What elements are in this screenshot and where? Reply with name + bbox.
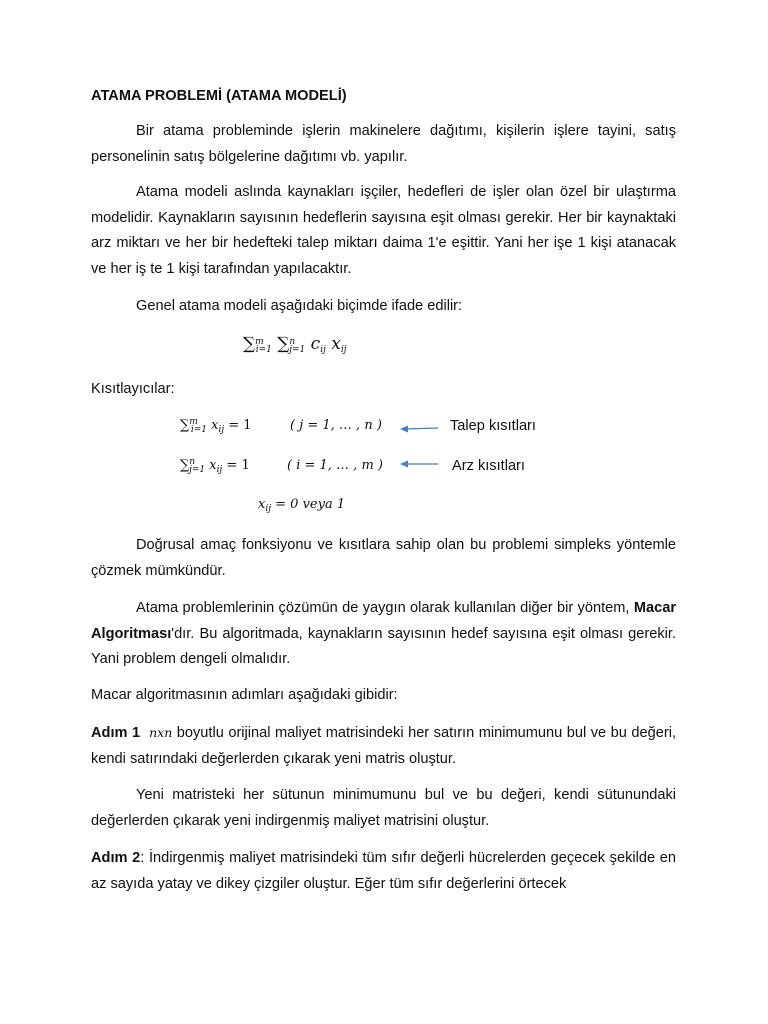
binary-constraint-text: = 0 veya 1 [275,497,346,512]
constraints-label: Kısıtlayıcılar: [91,381,175,397]
binary-constraint-formula: $x_{ij} = 0$ veya 1 [258,497,346,514]
step-1-text: boyutlu orijinal maliyet matrisindeki her satırın minimumunu bul ve bu değeri, kendi satırındaki değerlerden çıkarak yeni matris oluştur. [91,725,676,767]
demand-constraint-range: ( j = 1, … , n ) [290,418,382,433]
step-1-label: Adım 1 [91,725,141,741]
paragraph-steps-intro: Macar algoritmasının adımları aşağıdaki gibidir: [91,687,398,703]
paragraph-column-reduction: Yeni matristeki her sütunun minimumunu bul ve bu değeri, kendi sütunundaki değerlerden çıkarak yeni indirgenmiş maliyet matrisini oluştur. [91,787,676,829]
paragraph-hungarian-text-b: 'dır. Bu algoritmada, kaynakların sayısının hedef sayısına eşit olması gerekir. Yani problem dengeli olmalıdır. [91,625,676,668]
paragraph-intro: Bir atama probleminde işlerin makinelere dağıtımı, kişilerin işlere tayini, satış personelinin satış bölgelerine dağıtımı vb. yapılır. [91,123,676,165]
paragraph-simplex: Doğrusal amaç fonksiyonu ve kısıtlara sahip olan bu problemi simpleks yöntemle çözmek mümkündür. [91,537,676,579]
objective-formula: ∑$^m_{i=1}$ ∑$^n_{j=1}$ $c_{ij}$ $x_{ij}$ [243,334,347,355]
paragraph-general-model: Genel atama modeli aşağıdaki biçimde ifade edilir: [136,298,463,314]
supply-constraint-label: Arz kısıtları [452,458,525,474]
paragraph-hungarian-text-a: Atama problemlerinin çözümün de yaygın olarak kullanılan diğer bir yöntem, [136,600,634,616]
demand-constraint-label: Talep kısıtları [450,418,536,434]
step-1-math: nxn [149,725,173,740]
step-1 [91,720,676,772]
arrow-left-icon [400,458,440,470]
arrow-left-icon [400,423,440,435]
supply-constraint-range: ( i = 1, … , m ) [287,458,383,473]
step-2-label: Adım 2 [91,850,141,866]
step-2-text: : İndirgenmiş maliyet matrisindeki tüm sıfır değerli hücrelerden geçecek şekilde en az sayıda yatay ve dikey çizgiler oluştur. Eğer tüm sıfır değerlerini örtecek [91,850,676,892]
paragraph-hungarian [91,596,676,673]
document-title: ATAMA PROBLEMİ (ATAMA MODELİ) [91,88,347,104]
hungarian-algorithm-term: Macar Algoritması [91,600,676,642]
step-2 [91,846,676,897]
demand-constraint-formula: ∑$^m_{i=1}$ $x_{ij} = 1$ [180,417,252,435]
supply-constraint-formula: ∑$^n_{j=1}$ $x_{ij} = 1$ [180,457,250,475]
paragraph-model-definition: Atama modeli aslında kaynakları işçiler, hedefleri de işler olan özel bir ulaştırma modelidir. Kaynakların sayısının hedeflerin sayısına eşit olması gerekir. Her bir kaynaktaki arz miktarı ve her bir hedefteki talep miktarı daima 1'e eşittir. Yani her işe 1 kişi atanacak ve her iş te 1 kişi tarafından yapılacaktır. [91,184,676,277]
